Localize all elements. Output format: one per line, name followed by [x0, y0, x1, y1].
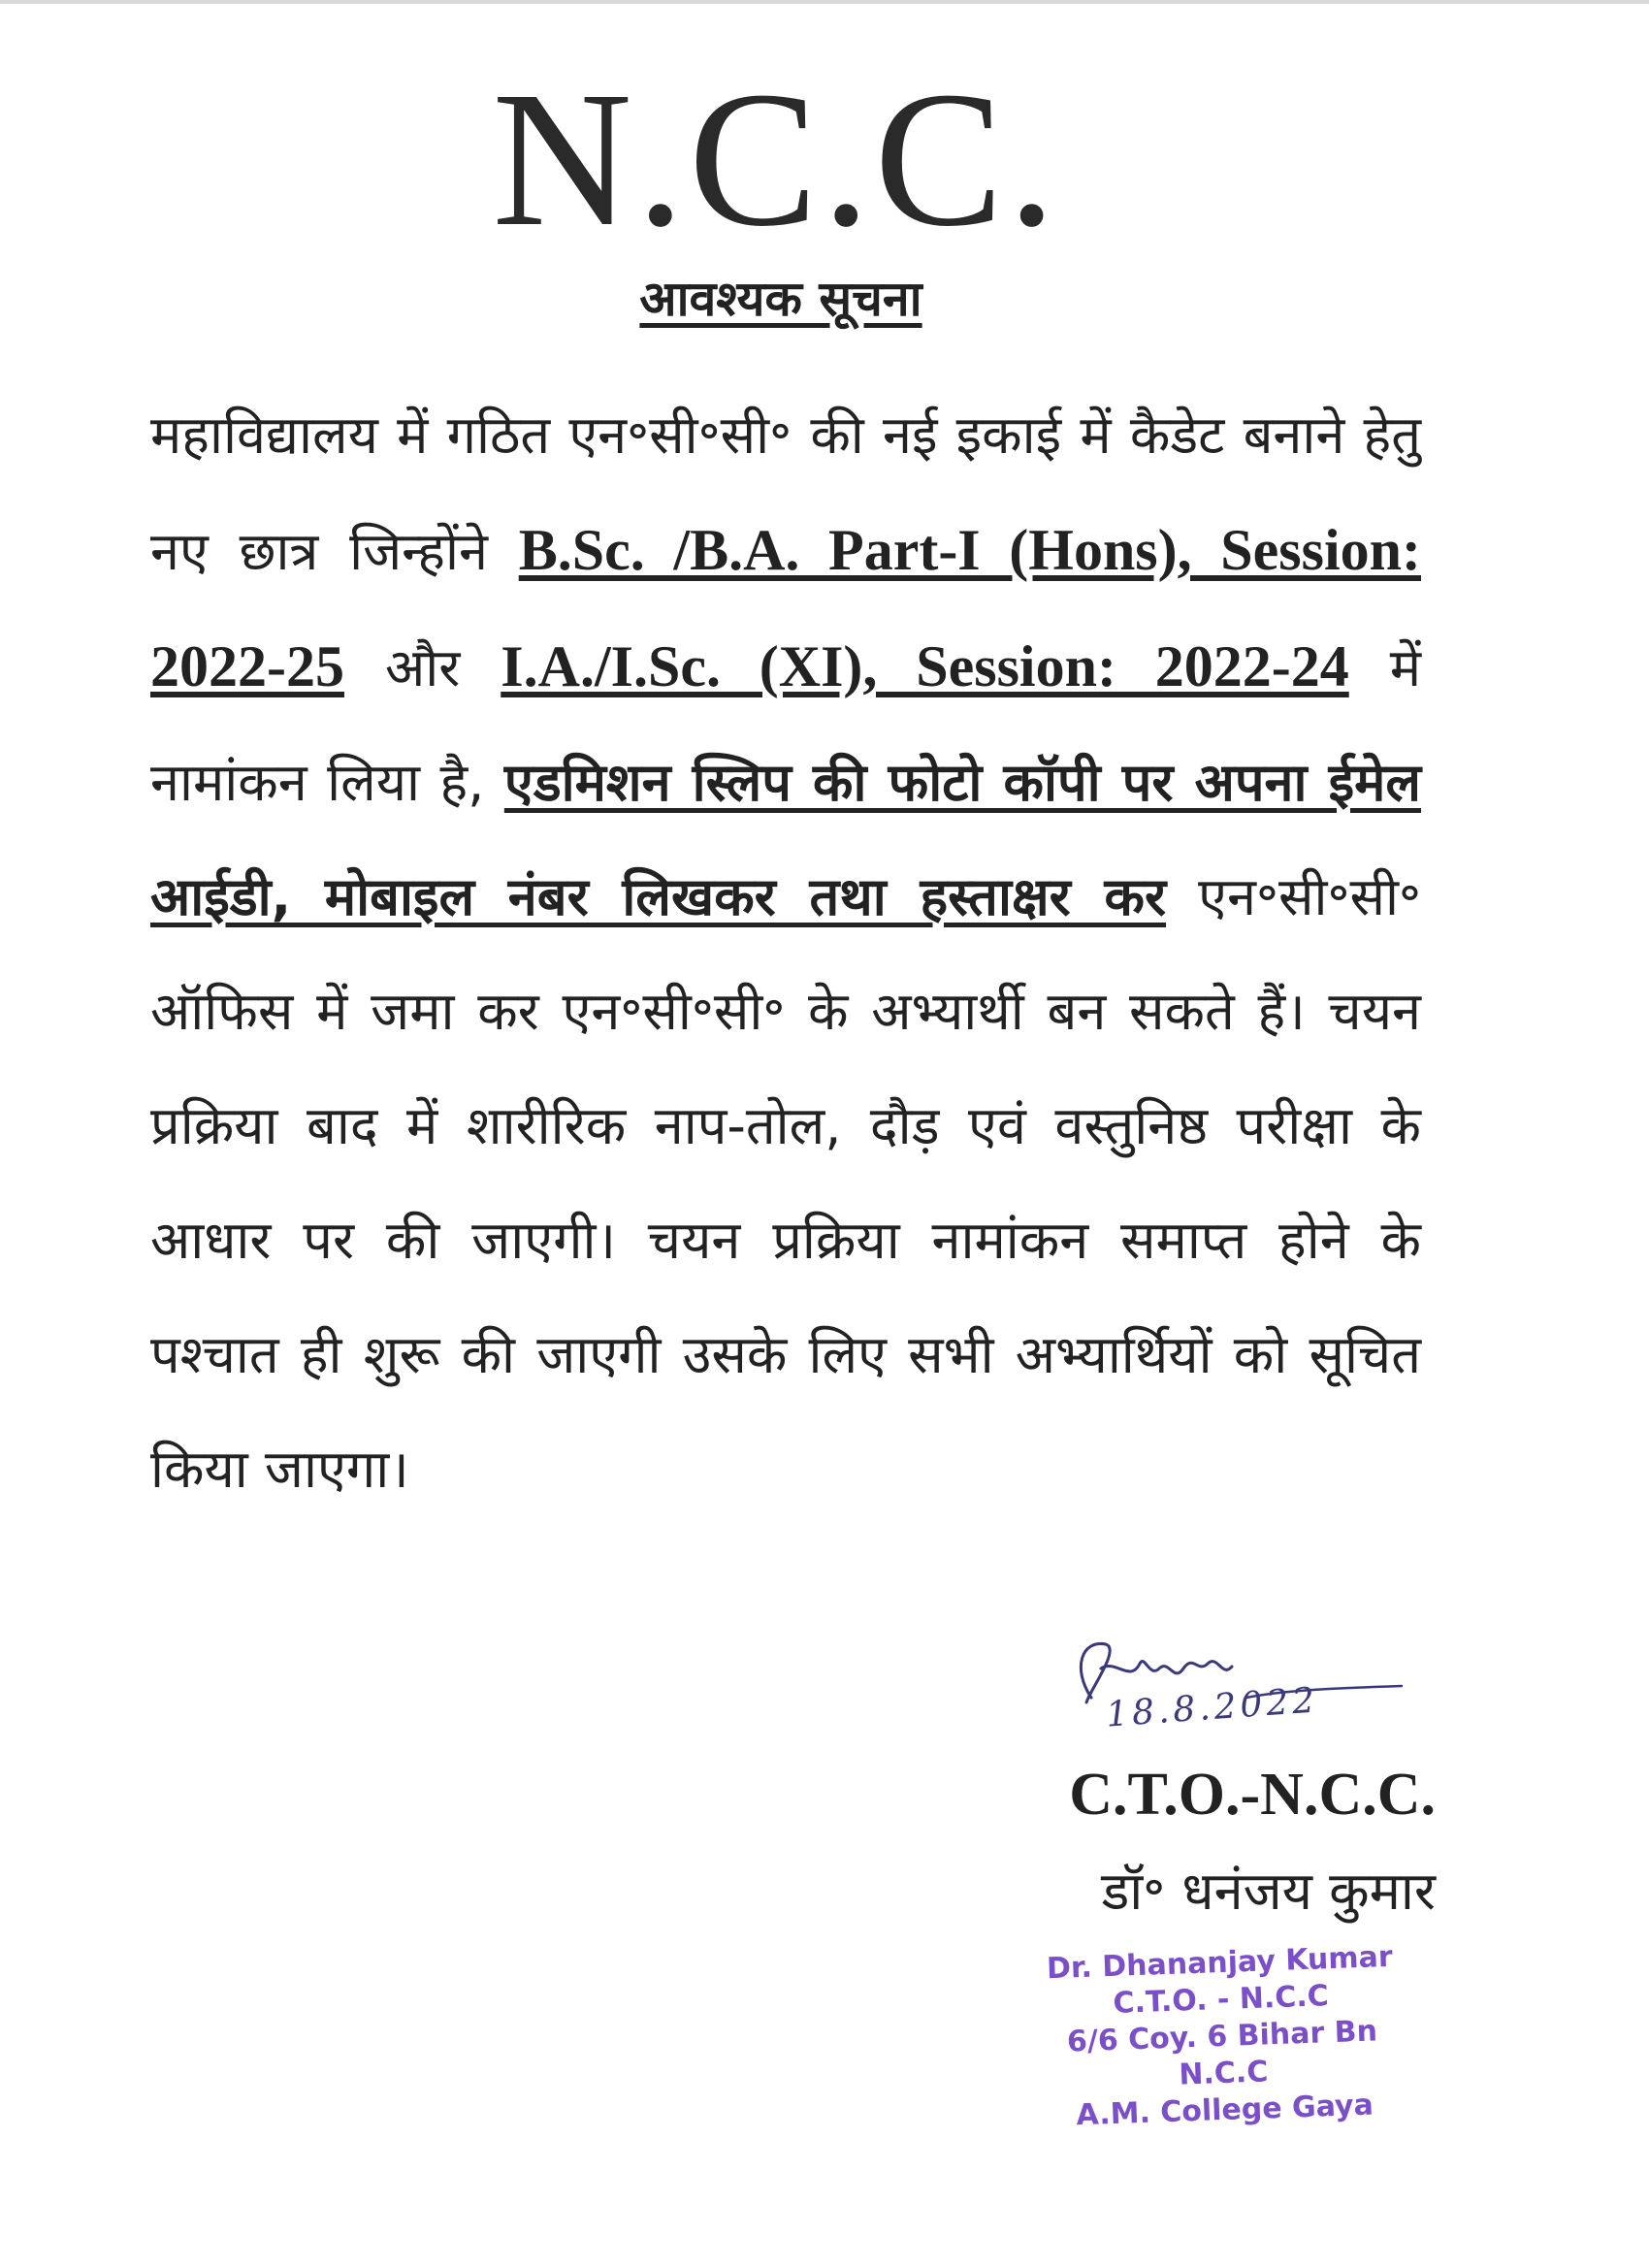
- stamp-designation: C.T.O. - N.C.C: [1112, 1979, 1330, 2021]
- page-top-edge: [0, 0, 1649, 4]
- body-and: और: [343, 637, 501, 698]
- stamp-unit: 6/6 Coy. 6 Bihar Bn N.C.C: [1066, 2014, 1378, 2092]
- body-selection-process: एन॰सी॰सी॰ ऑफिस में जमा कर एन॰सी॰सी॰ के अभ्यार्थी बन सकते हैं। चयन प्रक्रिया बाद में शारीरिक नाप-तोल, दौड़ एवं वस्तुनिष्ठ परीक्षा के आधार पर की जाएगी। चयन प्रक्रिया नामांकन समाप्त होने के पश्चात ही शुरू की जाएगी उसके लिए सभी अभ्यार्थियों को सूचित किया जाएगा।: [150, 866, 1421, 1500]
- notice-body: [150, 378, 1421, 1527]
- course-ia-isc: I.A./I.Sc. (XI), Session: 2022-24: [501, 634, 1349, 698]
- stamp-name: Dr. Dhananjay Kumar: [1046, 1939, 1394, 1987]
- ncc-heading: N.C.C.: [492, 52, 1060, 267]
- notice-subheading: आवश्यक सूचना: [639, 271, 922, 327]
- official-stamp: [1025, 1938, 1419, 2136]
- body-enrolled: में नामांकन लिया है,: [150, 637, 1421, 813]
- stamp-college: A.M. College Gaya: [1075, 2088, 1374, 2133]
- course-bsc-ba: B.Sc. /B.A. Part-I (Hons), Session: 2022-25: [150, 518, 1421, 698]
- signatory-name-hindi: डॉ॰ धनंजय कुमार: [1101, 1861, 1436, 1922]
- signature-date: 18.8.2022: [1104, 1680, 1320, 1735]
- body-intro: महाविद्यालय में गठित एन॰सी॰सी॰ की नई इकाई में कैडेट बनाने हेतु नए छात्र जिन्होंने: [150, 405, 1421, 582]
- submission-instruction: एडमिशन स्लिप की फोटो कॉपी पर अपना ईमेल आईडी, मोबाइल नंबर लिखकर तथा हस्ताक्षर कर: [150, 752, 1421, 927]
- signatory-title: C.T.O.-N.C.C.: [1069, 1762, 1436, 1828]
